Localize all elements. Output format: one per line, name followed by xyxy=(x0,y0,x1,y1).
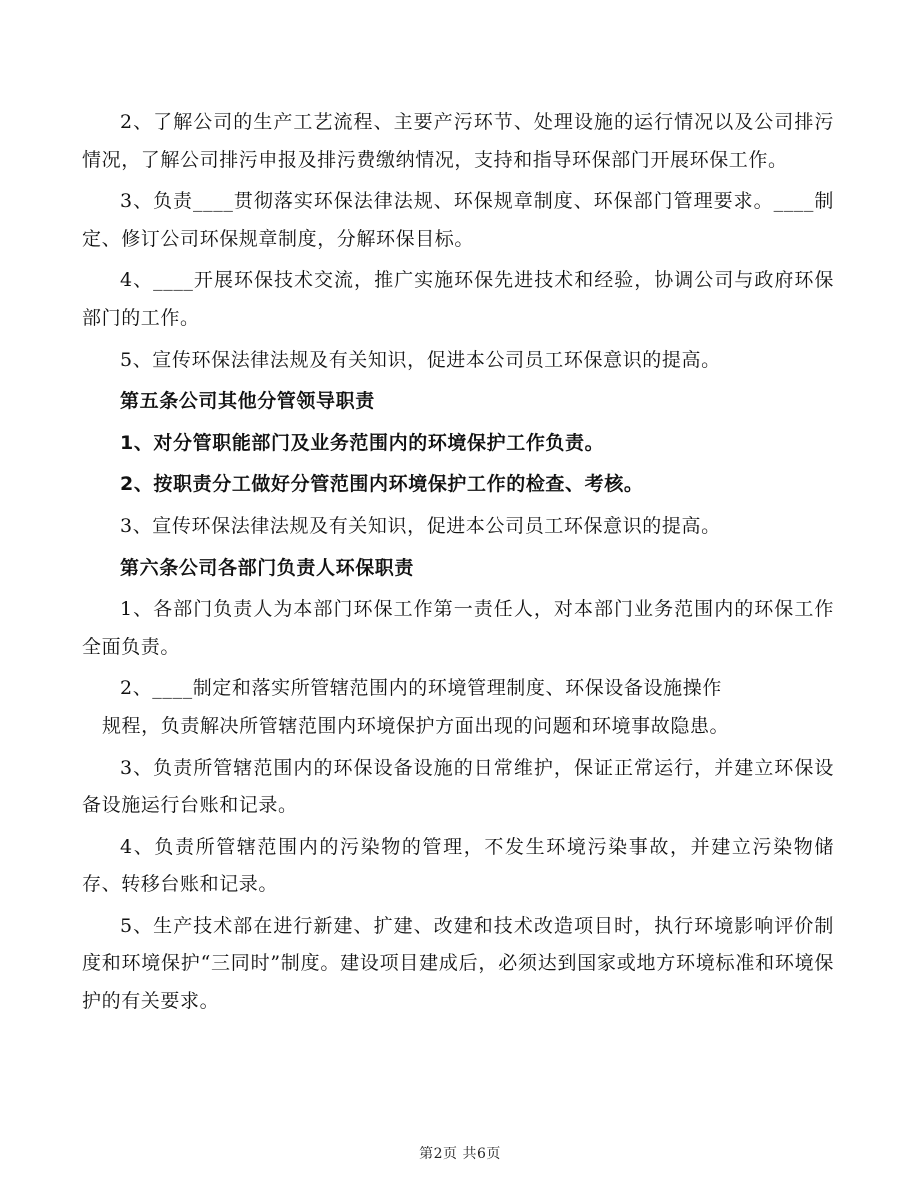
article-6-item-2-line-1: 2、____制定和落实所管辖范围内的环境管理制度、环保设备设施操作 xyxy=(120,677,722,700)
paragraph-item-2: 2、了解公司的生产工艺流程、主要产污环节、处理设施的运行情况以及公司排污情况，了解公司排污申报及排污费缴纳情况，支持和指导环保部门开展环保工作。 xyxy=(82,111,834,171)
paragraph-item-3: 3、负责____贯彻落实环保法律法规、环保规章制度、环保部门管理要求。____制定、修订公司环保规章制度，分解环保目标。 xyxy=(82,190,834,250)
article-5-heading: 第五条公司其他分管领导职责 xyxy=(120,390,375,413)
article-6-item-2-line-2: 规程，负责解决所管辖范围内环境保护方面出现的问题和环境事故隐患。 xyxy=(101,714,730,737)
article-6-item-4: 4、负责所管辖范围内的污染物的管理，不发生环境污染事故，并建立污染物储存、转移台账和记录。 xyxy=(82,835,834,896)
paragraph-item-5: 5、宣传环保法律法规及有关知识，促进本公司员工环保意识的提高。 xyxy=(120,348,721,371)
article-5-item-3: 3、宣传环保法律法规及有关知识，促进本公司员工环保意识的提高。 xyxy=(120,514,721,537)
article-6-item-5: 5、生产技术部在进行新建、扩建、改建和技术改造项目时，执行环境影响评价制度和环境保护“三同时”制度。建设项目建成后，必须达到国家或地方环境标准和环境保护的有关要求。 xyxy=(82,914,834,1013)
article-6-heading: 第六条公司各部门负责人环保职责 xyxy=(120,556,415,579)
document-body xyxy=(82,104,834,1025)
article-6-item-1: 1、各部门负责人为本部门环保工作第一责任人，对本部门业务范围内的环保工作全面负责。 xyxy=(82,598,834,658)
article-6-item-3: 3、负责所管辖范围内的环保设备设施的日常维护，保证正常运行，并建立环保设备设施运行台账和记录。 xyxy=(82,756,834,817)
article-5-item-1: 1、对分管职能部门及业务范围内的环境保护工作负责。 xyxy=(120,431,605,454)
page-number: 第2页 共6页 xyxy=(419,1146,501,1162)
paragraph-item-4: 4、____开展环保技术交流，推广实施环保先进技术和经验，协调公司与政府环保部门的工作。 xyxy=(82,269,834,329)
article-5-item-2: 2、按职责分工做好分管范围内环境保护工作的检查、考核。 xyxy=(120,473,644,496)
